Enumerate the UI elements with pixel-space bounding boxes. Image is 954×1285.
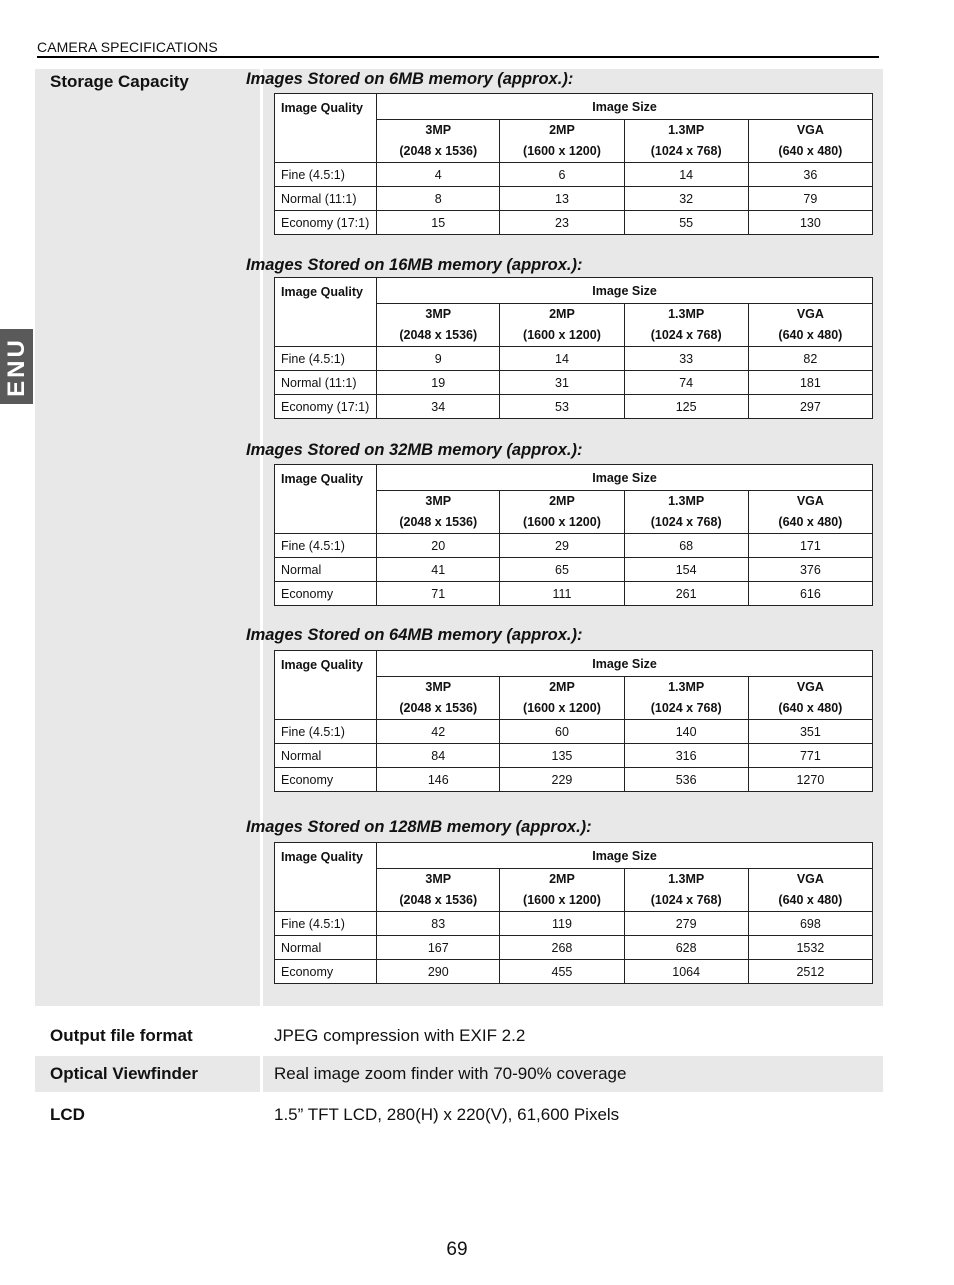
count-cell: 146	[377, 768, 500, 792]
size-name: 1.3MP	[668, 123, 705, 137]
table-row	[275, 960, 873, 984]
spec-value: JPEG compression with EXIF 2.2	[274, 1026, 526, 1045]
count-cell: 33	[624, 347, 748, 371]
table-row	[275, 395, 873, 419]
size-name: VGA	[796, 123, 824, 137]
table-row	[275, 211, 873, 235]
table-header-row	[275, 94, 873, 120]
table-row	[275, 163, 873, 187]
page-number: 69	[446, 1239, 468, 1260]
count-cell: 536	[624, 768, 748, 792]
language-tab	[0, 329, 33, 404]
table-header-row	[275, 278, 873, 304]
capacity-table-title: Images Stored on 16MB memory (approx.):	[246, 256, 583, 274]
quality-cell: Fine (4.5:1)	[275, 720, 377, 744]
quality-cell: Economy	[275, 768, 377, 792]
quality-cell: Fine (4.5:1)	[275, 347, 377, 371]
image-size-header: Image Size	[377, 843, 873, 869]
quality-cell: Normal (11:1)	[275, 187, 377, 211]
table-row	[275, 744, 873, 768]
size-resolution: (2048 x 1536)	[399, 515, 478, 529]
count-cell: 19	[377, 371, 500, 395]
spec-value: 1.5” TFT LCD, 280(H) x 220(V), 61,600 Pixels	[274, 1105, 620, 1124]
storage-label-cell	[35, 69, 260, 1006]
size-resolution: (2048 x 1536)	[399, 893, 478, 907]
size-header-cell	[748, 304, 872, 347]
spec-label: Output file format	[50, 1026, 193, 1045]
quality-cell: Economy (17:1)	[275, 211, 377, 235]
image-quality-header: Image Quality	[275, 843, 377, 912]
count-cell: 351	[748, 720, 872, 744]
image-quality-header: Image Quality	[275, 94, 377, 163]
quality-cell: Normal	[275, 558, 377, 582]
count-cell: 181	[748, 371, 872, 395]
count-cell: 455	[500, 960, 624, 984]
count-cell: 15	[377, 211, 500, 235]
capacity-table	[274, 842, 873, 984]
count-cell: 130	[748, 211, 872, 235]
capacity-table-title: Images Stored on 32MB memory (approx.):	[246, 441, 583, 459]
size-name: 2MP	[549, 680, 575, 694]
count-cell: 60	[500, 720, 624, 744]
running-header: CAMERA SPECIFICATIONS	[37, 39, 879, 58]
size-resolution: (1024 x 768)	[650, 328, 722, 342]
count-cell: 140	[624, 720, 748, 744]
capacity-table-title: Images Stored on 128MB memory (approx.):	[246, 818, 592, 836]
storage-capacity-label: Storage Capacity	[50, 72, 189, 91]
spec-row-optical-viewfinder	[35, 1056, 883, 1092]
count-cell: 79	[748, 187, 872, 211]
spec-row-lcd	[35, 1097, 883, 1133]
table-row	[275, 534, 873, 558]
capacity-table	[274, 277, 873, 419]
size-header-cell	[377, 869, 500, 912]
count-cell: 167	[377, 936, 500, 960]
quality-cell: Fine (4.5:1)	[275, 534, 377, 558]
size-name: 2MP	[549, 872, 575, 886]
count-cell: 14	[500, 347, 624, 371]
count-cell: 84	[377, 744, 500, 768]
size-resolution: (1600 x 1200)	[523, 144, 601, 158]
quality-cell: Fine (4.5:1)	[275, 912, 377, 936]
count-cell: 268	[500, 936, 624, 960]
count-cell: 29	[500, 534, 624, 558]
count-cell: 261	[624, 582, 748, 606]
count-cell: 316	[624, 744, 748, 768]
capacity-table	[274, 93, 873, 235]
count-cell: 1270	[748, 768, 872, 792]
size-header-cell	[748, 677, 872, 720]
count-cell: 9	[377, 347, 500, 371]
count-cell: 154	[624, 558, 748, 582]
size-header-cell	[500, 120, 624, 163]
image-size-header: Image Size	[377, 94, 873, 120]
spec-value: Real image zoom finder with 70-90% coverage	[274, 1064, 627, 1083]
table-row	[275, 187, 873, 211]
size-header-cell	[624, 304, 748, 347]
spec-label: LCD	[50, 1105, 85, 1124]
capacity-table-title: Images Stored on 64MB memory (approx.):	[246, 626, 583, 644]
count-cell: 71	[377, 582, 500, 606]
size-header-cell	[624, 869, 748, 912]
size-resolution: (640 x 480)	[778, 893, 843, 907]
size-header-cell	[500, 304, 624, 347]
count-cell: 2512	[748, 960, 872, 984]
size-name: 1.3MP	[668, 680, 705, 694]
count-cell: 279	[624, 912, 748, 936]
count-cell: 1064	[624, 960, 748, 984]
count-cell: 8	[377, 187, 500, 211]
image-size-header: Image Size	[377, 278, 873, 304]
image-quality-header: Image Quality	[275, 465, 377, 534]
count-cell: 628	[624, 936, 748, 960]
size-resolution: (1024 x 768)	[650, 893, 722, 907]
size-name: 3MP	[425, 872, 452, 886]
count-cell: 53	[500, 395, 624, 419]
size-resolution: (640 x 480)	[778, 701, 843, 715]
size-name: 2MP	[549, 123, 575, 137]
quality-cell: Normal	[275, 936, 377, 960]
size-name: 1.3MP	[668, 307, 705, 321]
size-resolution: (1600 x 1200)	[523, 701, 601, 715]
count-cell: 32	[624, 187, 748, 211]
quality-cell: Fine (4.5:1)	[275, 163, 377, 187]
size-name: 1.3MP	[668, 494, 705, 508]
count-cell: 13	[500, 187, 624, 211]
image-size-header: Image Size	[377, 651, 873, 677]
table-row	[275, 558, 873, 582]
image-quality-header: Image Quality	[275, 651, 377, 720]
size-name: 1.3MP	[668, 872, 705, 886]
count-cell: 771	[748, 744, 872, 768]
count-cell: 616	[748, 582, 872, 606]
spec-row-output-format	[35, 1018, 883, 1054]
size-header-cell	[748, 120, 872, 163]
capacity-table	[274, 650, 873, 792]
image-size-header: Image Size	[377, 465, 873, 491]
size-name: 3MP	[425, 680, 452, 694]
size-resolution: (1024 x 768)	[650, 701, 722, 715]
table-row	[275, 371, 873, 395]
capacity-table-title: Images Stored on 6MB memory (approx.):	[246, 70, 574, 88]
count-cell: 36	[748, 163, 872, 187]
quality-cell: Economy (17:1)	[275, 395, 377, 419]
table-row	[275, 912, 873, 936]
table-row	[275, 582, 873, 606]
count-cell: 42	[377, 720, 500, 744]
spec-label: Optical Viewfinder	[50, 1064, 199, 1083]
size-header-cell	[377, 491, 500, 534]
size-resolution: (1024 x 768)	[650, 515, 722, 529]
language-tab-label: ENU	[2, 336, 30, 397]
count-cell: 376	[748, 558, 872, 582]
size-resolution: (640 x 480)	[778, 144, 843, 158]
size-header-cell	[624, 491, 748, 534]
size-name: 3MP	[425, 494, 452, 508]
count-cell: 119	[500, 912, 624, 936]
size-resolution: (640 x 480)	[778, 328, 843, 342]
count-cell: 135	[500, 744, 624, 768]
table-header-row	[275, 843, 873, 869]
count-cell: 229	[500, 768, 624, 792]
size-header-cell	[377, 120, 500, 163]
count-cell: 20	[377, 534, 500, 558]
count-cell: 290	[377, 960, 500, 984]
count-cell: 83	[377, 912, 500, 936]
size-resolution: (1600 x 1200)	[523, 328, 601, 342]
quality-cell: Economy	[275, 960, 377, 984]
size-name: VGA	[796, 680, 824, 694]
count-cell: 34	[377, 395, 500, 419]
size-header-cell	[377, 677, 500, 720]
size-header-cell	[500, 491, 624, 534]
count-cell: 41	[377, 558, 500, 582]
count-cell: 14	[624, 163, 748, 187]
count-cell: 4	[377, 163, 500, 187]
size-name: VGA	[796, 307, 824, 321]
count-cell: 31	[500, 371, 624, 395]
size-header-cell	[624, 120, 748, 163]
table-row	[275, 768, 873, 792]
size-resolution: (2048 x 1536)	[399, 144, 478, 158]
size-name: 3MP	[425, 307, 452, 321]
size-resolution: (640 x 480)	[778, 515, 843, 529]
count-cell: 74	[624, 371, 748, 395]
size-name: 2MP	[549, 494, 575, 508]
size-resolution: (1600 x 1200)	[523, 515, 601, 529]
image-quality-header: Image Quality	[275, 278, 377, 347]
table-row	[275, 720, 873, 744]
size-resolution: (1024 x 768)	[650, 144, 722, 158]
table-row	[275, 347, 873, 371]
size-header-cell	[500, 869, 624, 912]
size-header-cell	[377, 304, 500, 347]
capacity-table	[274, 464, 873, 606]
count-cell: 65	[500, 558, 624, 582]
count-cell: 55	[624, 211, 748, 235]
size-name: VGA	[796, 872, 824, 886]
count-cell: 125	[624, 395, 748, 419]
count-cell: 23	[500, 211, 624, 235]
size-name: VGA	[796, 494, 824, 508]
size-header-cell	[624, 677, 748, 720]
count-cell: 297	[748, 395, 872, 419]
column-divider	[260, 1056, 263, 1092]
size-header-cell	[500, 677, 624, 720]
count-cell: 1532	[748, 936, 872, 960]
size-header-cell	[748, 869, 872, 912]
count-cell: 111	[500, 582, 624, 606]
count-cell: 68	[624, 534, 748, 558]
quality-cell: Economy	[275, 582, 377, 606]
size-resolution: (2048 x 1536)	[399, 701, 478, 715]
count-cell: 698	[748, 912, 872, 936]
size-name: 3MP	[425, 123, 452, 137]
quality-cell: Normal	[275, 744, 377, 768]
count-cell: 171	[748, 534, 872, 558]
size-header-cell	[748, 491, 872, 534]
size-name: 2MP	[549, 307, 575, 321]
table-row	[275, 936, 873, 960]
size-resolution: (1600 x 1200)	[523, 893, 601, 907]
count-cell: 82	[748, 347, 872, 371]
quality-cell: Normal (11:1)	[275, 371, 377, 395]
count-cell: 6	[500, 163, 624, 187]
table-header-row	[275, 651, 873, 677]
table-header-row	[275, 465, 873, 491]
size-resolution: (2048 x 1536)	[399, 328, 478, 342]
